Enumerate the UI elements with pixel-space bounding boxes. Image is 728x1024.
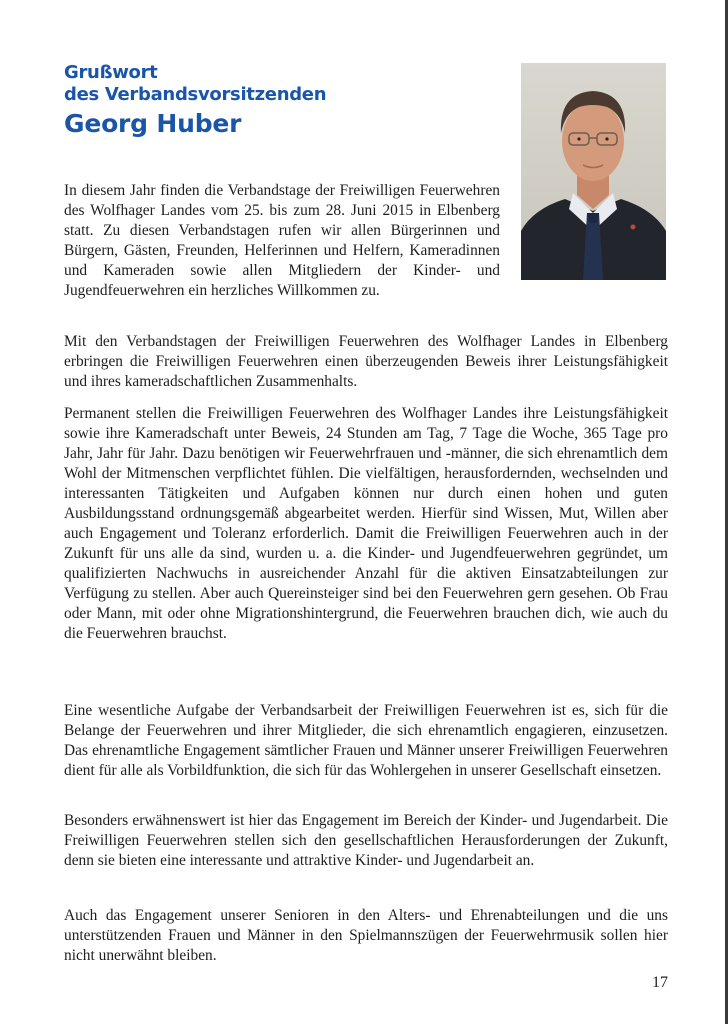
paragraph-senioren: Auch das Engagement unserer Senioren in den Alters- und Ehrenabteilungen und die uns unterstützenden Frauen und Männer in den Spielmannszügen der Feuerwehrmusik sollen hier nicht unerwähnt bleiben. — [64, 907, 668, 964]
paragraph-welcome: In diesem Jahr finden die Verbandstage der Freiwilligen Feuerwehren des Wolfhager Landes vom 25. bis zum 28. Juni 2015 in Elbenberg statt. Zu diesen Verbandstagen rufen wir allen Bürgerinnen und Bürgern, Gästen, Freunden, Helferinnen und Helfern, Kameradinnen und Kameraden sowie allen Mitgliedern der Kinder- und Jugendfeuerwehren ein herzliches Willkommen zu. — [64, 182, 500, 299]
paragraph-jugendarbeit: Besonders erwähnenswert ist hier das Engagement im Bereich der Kinder- und Jugendarbeit. Die Freiwilligen Feuerwehren stellen sich den gesellschaftlichen Herausforderungen der Zukunft, denn sie bieten eine interessante und attraktive Kinder- und Jugendarbeit an. — [64, 812, 668, 869]
paragraph-verbandsarbeit: Eine wesentliche Aufgabe der Verbandsarbeit der Freiwilligen Feuerwehren ist es, sich für die Belange der Feuerwehren und ihrer Mitglieder, die sich ehrenamtlich engagieren, einzusetzen. Das ehrenamtliche Engagement sämtlicher Frauen und Männer unserer Freiwilligen Feuerwehren dient für alle als Vorbildfunktion, die sich für das Wohlergehen in unserer Gesellschaft einsetzen. — [64, 702, 668, 779]
paragraph-verbandstage: Mit den Verbandstagen der Freiwilligen Feuerwehren des Wolfhager Landes in Elbenberg erbringen die Freiwilligen Feuerwehren einen überzeugenden Beweis ihrer Leistungsfähigkeit und ihres kameradschaftlichen Zusammenhalts. — [64, 333, 668, 390]
heading-role: des Verbandsvorsitzenden — [64, 84, 327, 105]
heading-person-name: Georg Huber — [64, 109, 242, 138]
page-number: 17 — [652, 974, 668, 991]
heading-block — [64, 62, 504, 140]
portrait-photo — [521, 63, 666, 280]
portrait-illustration — [521, 63, 666, 280]
paragraph-leistungsfaehigkeit: Permanent stellen die Freiwilligen Feuerwehren des Wolfhager Landes ihre Leistungsfähigkeit sowie ihre Kameradschaft unter Beweis, 24 Stunden am Tag, 7 Tage die Woche, 365 Tage pro Jahr, Jahr für Jahr. Dazu benötigen wir Feuerwehrfrauen und -männer, die sich ehrenamtlich dem Wohl der Mitmenschen verpflichtet fühlen. Die vielfältigen, herausfordernden, wechselnden und interessanten Tätigkeiten und Aufgaben können nur durch einen hohen und guten Ausbildungsstand ordnungsgemäß abgearbeitet werden. Hierfür sind Wissen, Mut, Willen aber auch Engagement und Toleranz erforderlich. Damit die Freiwilligen Feuerwehren auch in der Zukunft für uns alle da sind, wurden u. a. die Kinder- und Jugendfeuerwehren gegründet, um qualifizierten Nachwuchs in ausreichender Anzahl für die aktiven Einsatzabteilungen zur Verfügung zu stellen. Aber auch Quereinsteiger sind bei den Feuerwehren gern gesehen. Ob Frau oder Mann, mit oder ohne Migrationshintergrund, die Feuerwehren brauchen dich, wie auch du die Feuerwehren brauchst. — [64, 405, 668, 642]
heading-greeting: Grußwort — [64, 62, 158, 83]
